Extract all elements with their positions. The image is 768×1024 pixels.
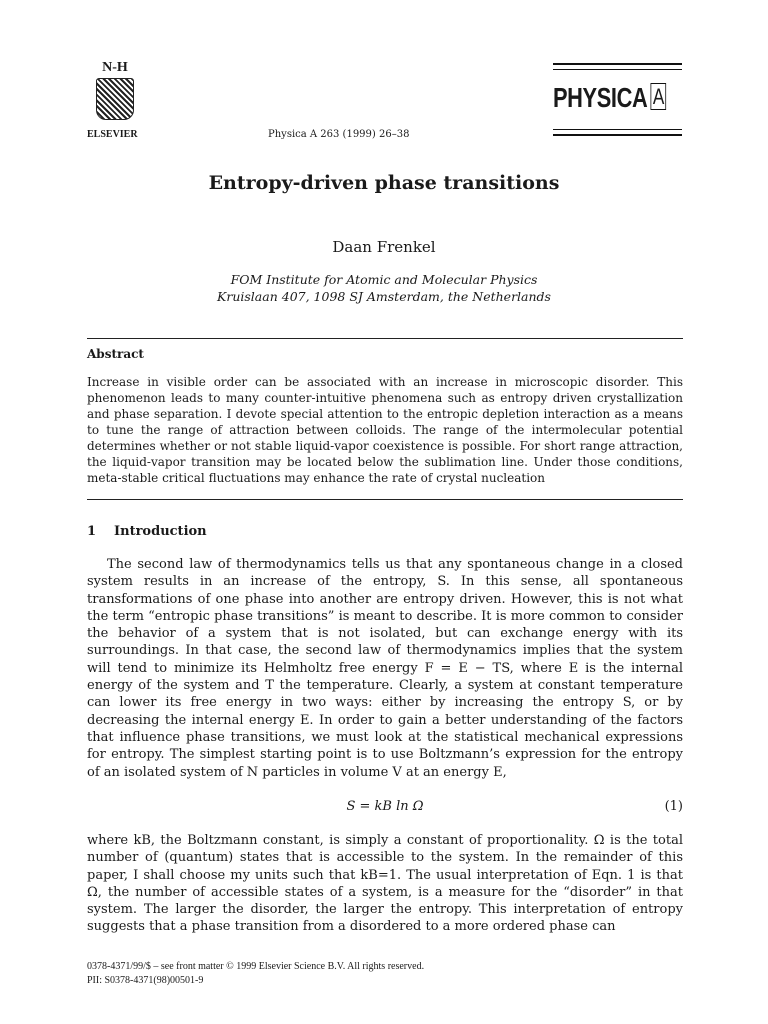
paragraph: [87, 556, 683, 781]
affiliation-line: Kruislaan 407, 1098 SJ Amsterdam, the Netherlands: [217, 289, 551, 304]
paragraph-text: The second law of thermodynamics tells us that any spontaneous change in a closed system results in an increase of the entropy, S. In this sense, all spontaneous transformations of one phase into another are entropy driven. However, this is not what the term “entropic phase transitions” is meant to describe. It is more common to consider the behavior of a system that is not isolated, but can exchange energy with its surroundings. In that case, the second law of thermodynamics implies that the system will tend to minimize its Helmholtz free energy F = E − TS, where E is the internal energy of the system and T the temperature. Clearly, a system at constant temperature can lower its free energy in two ways: either by increasing the entropy S, or by decreasing the internal energy E. In order to gain a better understanding of the factors that influence phase transitions, we must look at the statistical mechanical expressions for entropy. The simplest starting point is to use Boltzmann’s expression for the entropy of an isolated system of N particles in volume V at an energy E,: [87, 557, 683, 780]
journal-logo-rule: [553, 63, 682, 65]
journal-reference: Physica A 263 (1999) 26–38: [268, 129, 410, 140]
affiliation-line: FOM Institute for Atomic and Molecular Physics: [230, 272, 538, 287]
journal-logo-text: PHYSICA: [553, 82, 648, 113]
journal-logo-rule: [553, 129, 682, 130]
abstract-text: Increase in visible order can be associated with an increase in microscopic disorder. This phenomenon leads to many counter-intuitive phenomena such as entropy driven crystallization and phase separation. I devote special attention to the entropic depletion interaction as a means to tune the range of attraction between colloids. The range of the intermolecular potential determines whether or not stable liquid-vapor coexistence is possible. For short range attraction, the liquid-vapor transition may be located below the sublimation line. Under those conditions, meta-stable critical fluctuations may enhance the rate of crystal nucleation: [87, 375, 683, 485]
section-title: Introduction: [114, 524, 207, 539]
paragraph-text: where kB, the Boltzmann constant, is simply a constant of proportionality. Ω is the total number of (quantum) states that is accessible to the system. In the remainder of this paper, I shall choose my units such that kB=1. The usual interpretation of Eqn. 1 is that Ω, the number of accessible states of a system, is a measure for the “disorder” in that system. The larger the disorder, the larger the entropy. This interpretation of entropy suggests that a phase transition from a disordered to a more ordered phase can: [87, 833, 683, 935]
copyright-line: 0378-4371/99/$ – see front matter © 1999 Elsevier Science B.V. All rights reserved.: [87, 961, 425, 972]
section-number: 1: [87, 524, 97, 539]
publisher-mark: N-H: [102, 60, 128, 75]
section-heading: [87, 524, 207, 539]
journal-logo-rule: [553, 69, 682, 70]
journal-logo-rule: [553, 134, 682, 136]
equation-number: (1): [664, 799, 683, 814]
equation-formula: S = kB ln Ω: [346, 799, 424, 814]
tree-emblem-icon: [96, 78, 134, 120]
paragraph: [87, 832, 683, 936]
pii-line: PII: S0378-4371(98)00501-9: [87, 975, 204, 986]
article-author: Daan Frenkel: [332, 238, 436, 256]
publisher-logo: [90, 60, 140, 130]
divider: [87, 338, 683, 339]
article-title: Entropy-driven phase transitions: [208, 172, 560, 194]
divider: [87, 499, 683, 500]
abstract-heading: Abstract: [87, 347, 144, 361]
journal-logo-letter: A: [650, 83, 666, 110]
publisher-name: ELSEVIER: [87, 129, 138, 140]
journal-logo: [553, 82, 664, 114]
